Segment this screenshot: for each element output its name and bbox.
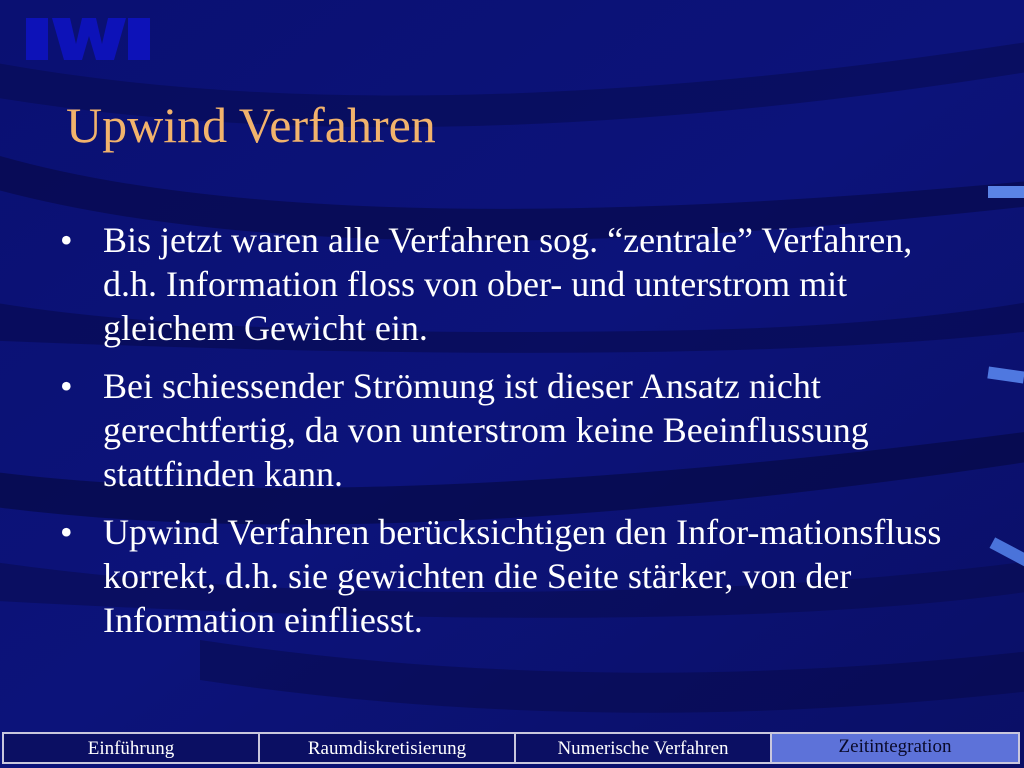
iwi-logo (26, 14, 150, 62)
bullet-icon: • (60, 366, 73, 406)
bullet-list (60, 218, 970, 656)
bullet-icon: • (60, 220, 73, 260)
bullet-text: Bis jetzt waren alle Verfahren sog. “zentrale” Verfahren, d.h. Information floss von ober- und unterstrom mit gleichem Gewicht ein. (103, 220, 913, 348)
section-nav-bar (2, 732, 1020, 764)
nav-tab-einfuehrung[interactable]: Einführung (4, 734, 260, 762)
slide-title: Upwind Verfahren (66, 97, 436, 153)
bullet-text: Upwind Verfahren berücksichtigen den Infor-mationsfluss korrekt, d.h. sie gewichten die Seite stärker, von der Information einfliesst. (103, 512, 942, 640)
bullet-item (60, 218, 970, 350)
bullet-item (60, 510, 970, 642)
bullet-item (60, 364, 970, 496)
nav-tab-zeitintegration[interactable]: Zeitintegration (772, 734, 1018, 762)
bullet-text: Bei schiessender Strömung ist dieser Ansatz nicht gerechtfertig, da von unterstrom keine Beeinflussung stattfinden kann. (103, 366, 869, 494)
nav-tab-numerische-verfahren[interactable]: Numerische Verfahren (516, 734, 772, 762)
bullet-icon: • (60, 512, 73, 552)
nav-tab-raumdiskretisierung[interactable]: Raumdiskretisierung (260, 734, 516, 762)
